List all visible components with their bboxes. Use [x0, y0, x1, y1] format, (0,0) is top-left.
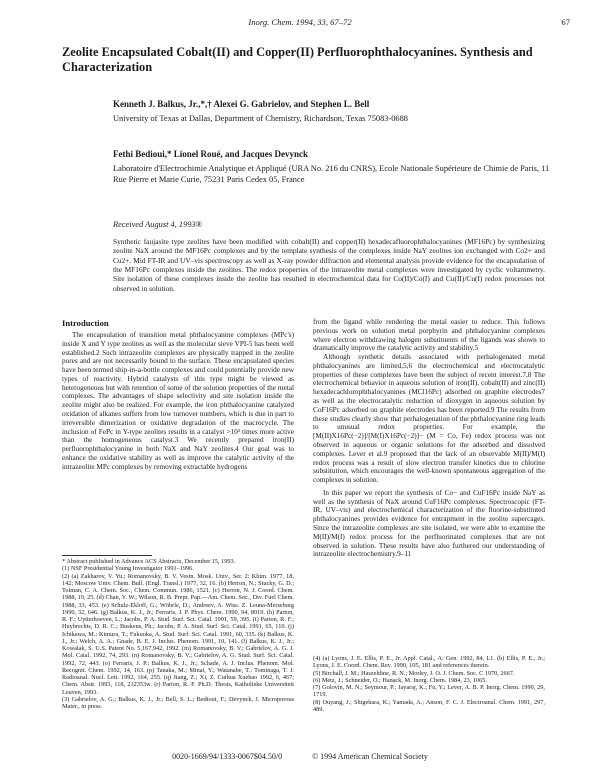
paragraph: from the ligand while rendering the metal easier to reduce. This follows previous work on solution metal porphyrin and phthalocyanine complexes where electron withdrawing halogen substituents of the ligands was shown to dramatically improve the catalytic activity and stability.5 [313, 318, 545, 353]
paragraph: Although synthetic details associated with perhalogenated metal phthalocyanines are limited,5,6 the electrochemical and electrocatalytic properties of these complexes have been the subject of recent interest.7,8 The electrochemical behavior in aqueous solution of iron(II), cobalt(II) and zinc(II) hexadecachlorophthalocyanines (MCl16Pc) adsorbed on graphite electrodes7 as well as the electrocatalytic reduction of dioxygen in aqueous solution by CoF16Pc adsorbed on graphite electrodes has been reported.9 The results from these studies clearly show that perhalogenation of the phthalocyanine ring leads to unusual redox properties. For example, the [M(II)X16Pc(−2)]/[M(I)X16Pc(−2)]− (M = Co, Fe) redox process was not observed in aqueous or organic solutions for the adsorbed and dissolved complexes. Lever et al.9 proposed that the lack of an observable M(II)/M(I) redox process was a result of slow electron transfer kinetics due to chlorine substitution, which encourages the well-known spontaneous aggregation of the complexes in solution. [313, 353, 545, 485]
abstract: Synthetic faujasite type zeolites have been modified with cobalt(II) and copper(II) hexadecafluorophthalocyanines (MF16Pc) by synthesizing zeolite NaX around the MF16Pc complexes and by the template synthesis of the complexes inside NaY zeolites ion exchanged with Co2+ and Cu2+. Mid FT-IR and UV–vis spectroscopy as well as X-ray powder diffraction and elemental analysis provide evidence for the encapsulation of the MF16Pc complexes inside the zeolites. The redox properties of the intrazeolite metal complexes were investigated by cyclic voltammetry. Site isolation of these complexes inside the zeolite has resulted in electrochemical data for Co(II)/Co(I) and Cu(II)/Cu(I) redox processes not observed in solution. [113, 237, 545, 293]
footnote-rule [62, 555, 152, 556]
copyright-notice: © 1994 American Chemical Society [312, 752, 428, 761]
affiliation-2: Laboratoire d'Electrochimie Analytique et Appliqué (URA No. 216 du CNRS), Ecole Nationale Supérieure de Chimie de Paris, 11 Rue Pierre et Marie Curie, 75231 Paris Cedex 05, France [113, 164, 550, 184]
author-line-1: Kenneth J. Balkus, Jr.,*,† Alexei G. Gabrielov, and Stephen L. Bell [113, 99, 370, 109]
page-footer [0, 752, 600, 761]
author-line-2: Fethi Bedioui,* Lionel Roué, and Jacques Devynck [113, 149, 309, 159]
issn-code: 0020-1669/94/1333-0067$04.50/0 [172, 752, 283, 761]
reference-item: (2) (a) Zakharov, V. Yu.; Romanovsky, B. V. Vestn. Mosk. Univ., Ser. 2: Khim. 1977, 18, 142; Moscow Univ. Chem. Bull. (Engl. Transl.) 1977, 32, 16. (b) Herron, N.; Stucky, G. D.; Tolman, C. A. Chem. Soc., Chem. Commun. 1986, 1521. (c) Herron, N. J. Coord. Chem. 1988, 19, 25. (d) Chan, Y. W.; Wilson, R. B. Prepr. Pap.—Am. Chem. Soc., Div. Fuel Chem. 1988, 33, 453. (e) Schulz-Ekloff, G.; Wöhrle, D.; Andreev, A. Wiss. Z. Leuna-Merseburg 1990, 32, 646. (g) Balkus, K. J., Jr.; Ferraris, J. P. Phys. Chem. 1990, 94, 8019. (h) Parton, R. F.; Uytterhoeven, L.; Jacobs, P. A. Stud. Surf. Sci. Catal. 1991, 59, 395. (i) Parton, R. F.; Huybrechts, D. R. C.; Buskens, Ph.; Jacobs, P. A. Stud. Surf. Sci. Catal. 1991, 65, 110. (j) Ichikawa, M.; Kimura, T.; Fukuoka, A. Stud. Surf. Sci. Catal. 1991, 60, 335. (k) Balkus, K. J., Jr.; Welch, A. A.; Gnade, B. E. J. Inclus. Phenom. 1991, 10, 141. (l) Balkus, K. J., Jr.; Kowalak, S. U.S. Patent No. 5,167,942, 1992. (m) Romanovsky, B. V.; Gabrielov, A. G. J. Mol. Catal. 1992, 74, 293. (n) Romanovsky, B. V.; Gabrielov, A. G. Stud. Surf. Sci. Catal. 1992, 72, 443. (o) Ferraris, J. P.; Balkus, K. J., Jr.; Schade, A. J. Inclus. Phenom. Mol. Recognit. Chem. 1992, 14, 163. (p) Tanaka, M.; Minai, Y.; Watanabe, T.; Tominaga, T. J. Radioanal. Nucl. Lett. 1992, 164, 255. (q) Jiang, Z.; Xi, Z. Cuihua Xuebao 1992, 6, 467; Chem. Abstr. 1993, 118, 232353w. (r) Parton, R. F. Ph.D. Thesis, Katholieke Universiteit Leuven, 1993. [62, 572, 294, 696]
page-number: 67 [561, 17, 570, 27]
reference-item: (7) Golovin, M. N.; Seymour, P.; Jayaraj, K.; Fu, Y.; Lever, A. B. P. Inorg. Chem. 1990, 29, 1719. [313, 684, 545, 699]
reference-item: * Abstract published in Advance ACS Abstracts, December 15, 1993. [62, 558, 236, 565]
right-column-body [313, 318, 545, 559]
article-title: Zeolite Encapsulated Cobalt(II) and Copper(II) Perfluorophthalocyanines. Synthesis and Characterization [62, 45, 533, 74]
reference-item: (8) Ouyang, J.; Shigehara, K.; Yamada, A.; Anson, F. C. J. Electroanal. Chem. 1991, 297, 489. [313, 698, 545, 713]
reference-item: (4) (a) Lyons, J. E. Ellis, P. E., Jr. Appl. Catal., A: Gen. 1992, 84, L1. (b) Ellis, P. E., Jr.; Lyons, J. E. Coord. Chem. Rev. 1990, 105, 181 and references therein. [313, 655, 545, 670]
journal-citation: Inorg. Chem. 1994, 33, 67–72 [248, 17, 352, 27]
reference-item: (6) Metz, J.; Schneider, O.; Hanack, M. Inorg. Chem. 1984, 23, 1065. [313, 676, 487, 684]
reference-item: (5) Birchall, J. M.; Haszeldine, R. N.; Morley, J. O. J. Chem. Soc. C 1970, 2667. [313, 669, 515, 677]
affiliation-1: University of Texas at Dallas, Department of Chemistry, Richardson, Texas 75083-0688 [113, 114, 408, 123]
reference-item: (1) NSF Presidential Young Investigator 1991–1996. [62, 565, 194, 573]
left-column-body [62, 331, 294, 472]
right-references [313, 655, 545, 713]
paragraph: In this paper we report the synthesis of Co− and CuF16Pc inside NaY as well as the synthesis of NaX around CuF16Pc complexes. Spectroscopic (FT-IR, UV–vis) and electrochemical characterization of the fluorine-substituted phthalocyanines provides evidence for entrapment in the zeolite supercages. Since the intrazeolite complexes are site isolated, we were able to examine the M(II)/M(I) redox process for the perfluorinated complexes that are not observed in solution. These results have also furthered our understanding of intrazeolite electrochemistry.9–11 [313, 488, 545, 559]
left-references [62, 558, 294, 710]
paragraph: The encapsulation of transition metal phthalocyanine complexes (MPc's) inside X and Y type zeolites as well as the molecular sieve VPI-5 has been well established.2 Such intrazeolite complexes are physically trapped in the zeolite pores and are not necessarily bound to the surface. These encapsulated species have been termed ship-in-a-bottle complexes and could potentially provide new types of reactivity. Hybrid catalysts of this type might be viewed as heterogeneous but with retention of some of the solution properties of the metal complexes. The advantages of shape selectivity and site isolation inside the zeolite might also be realized. For example, the iron phthalocyanine catalyzed oxidation of alkanes suffers from low turnover numbers, which is due in part to irreversible dimerization or oxidative degradation of the macrocycle. The inclusion of FePc in Y-type zeolites results in a catalyst >10³ times more active than the homogeneous catalyst.3 We recently prepared iron(II) perfluorophthalocyanine in both NaX and NaY zeolites.4 Our goal was to enhance the oxidative stability as well as improve the catalytic activity of the intrazeolite MPc complexes by removing extractable hydrogens [62, 331, 294, 471]
received-date: Received August 4, 1993® [113, 220, 203, 229]
reference-item: (3) Gabrielov, A. G.; Balkus, K. J., Jr.; Bell, S. L.; Bedioui, F.; Devynck, J. Microporous Mater., in press. [62, 695, 294, 710]
section-heading-introduction: Introduction [62, 318, 109, 328]
